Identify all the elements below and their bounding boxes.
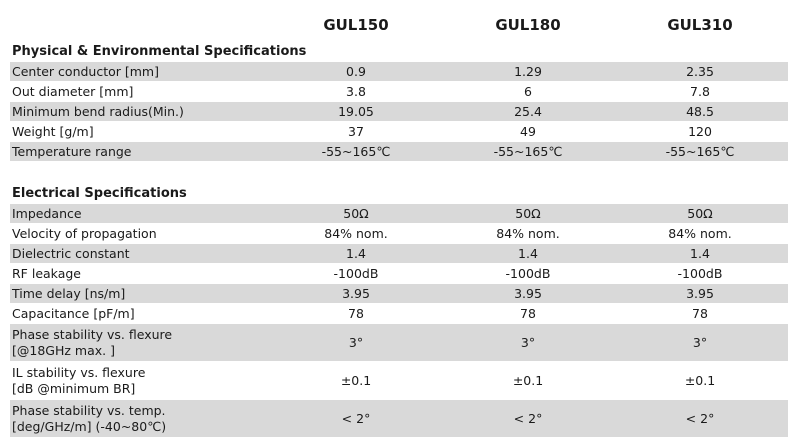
row-label-line: IL stability vs. flexure: [12, 364, 146, 380]
cell: 3.95: [342, 286, 370, 301]
cell: -100dB: [333, 266, 379, 281]
cell: 3°: [348, 335, 364, 350]
column-header: GUL150: [323, 16, 389, 34]
row-label: Dielectric constant: [12, 245, 130, 261]
cell: ±0.1: [340, 373, 372, 388]
cell: 84% nom.: [496, 226, 560, 241]
cell: -55~165℃: [493, 144, 563, 159]
cell: 6: [524, 84, 532, 99]
cell: 84% nom.: [668, 226, 732, 241]
cell: 19.05: [338, 104, 374, 119]
cell: -55~165℃: [665, 144, 735, 159]
row-label: Out diameter [mm]: [12, 83, 134, 99]
cell: 48.5: [686, 104, 714, 119]
cell: 0.9: [346, 64, 366, 79]
cell: < 2°: [685, 411, 715, 426]
cell: 25.4: [514, 104, 542, 119]
cell: ±0.1: [684, 373, 716, 388]
cell: < 2°: [341, 411, 371, 426]
cell: 120: [688, 124, 712, 139]
cell: 84% nom.: [324, 226, 388, 241]
table-row: [10, 244, 788, 264]
cell: 3.95: [514, 286, 542, 301]
cell: -100dB: [677, 266, 723, 281]
row-label: [10, 327, 270, 359]
cell: 7.8: [690, 84, 710, 99]
table-row: [10, 82, 788, 102]
cell: 3°: [692, 335, 708, 350]
table-row: [10, 324, 788, 362]
row-label-line: [@18GHz max. ]: [12, 342, 115, 358]
cell: 78: [348, 306, 364, 321]
cell: 3.95: [686, 286, 714, 301]
table-row: [10, 102, 788, 122]
cell: -100dB: [505, 266, 551, 281]
row-label-line: Phase stability vs. temp.: [12, 402, 166, 418]
section-title: Physical & Environmental Specifications: [12, 44, 307, 59]
row-label: Capacitance [pF/m]: [12, 305, 135, 321]
cell: 1.4: [518, 246, 538, 261]
table-row: [10, 204, 788, 224]
section-title: Electrical Specifications: [12, 186, 187, 201]
row-label-line: [dB @minimum BR]: [12, 380, 136, 396]
table-row: [10, 142, 788, 162]
table-row: [10, 304, 788, 324]
cell: 78: [692, 306, 708, 321]
cell: 37: [348, 124, 364, 139]
row-label-line: Phase stability vs. flexure: [12, 326, 173, 342]
row-label: [10, 403, 270, 435]
row-label: Weight [g/m]: [12, 123, 94, 139]
row-label: Time delay [ns/m]: [12, 285, 126, 301]
row-label: Temperature range: [12, 143, 132, 159]
column-header: GUL310: [667, 16, 733, 34]
table-row: [10, 400, 788, 438]
header-row: [10, 0, 788, 42]
row-label: [10, 365, 270, 397]
spec-table: [10, 0, 788, 438]
table-row: [10, 264, 788, 284]
row-label: Impedance: [12, 205, 82, 221]
cell: 2.35: [686, 64, 714, 79]
cell: -55~165℃: [321, 144, 391, 159]
table-row: [10, 224, 788, 244]
column-header: GUL180: [495, 16, 561, 34]
table-row: [10, 62, 788, 82]
row-label-line: [deg/GHz/m] (-40~80℃): [12, 418, 167, 434]
cell: 49: [520, 124, 536, 139]
cell: 1.4: [346, 246, 366, 261]
cell: 50Ω: [343, 206, 369, 221]
cell: 78: [520, 306, 536, 321]
row-label: Velocity of propagation: [12, 225, 157, 241]
row-label: Minimum bend radius(Min.): [12, 103, 184, 119]
cell: 1.4: [690, 246, 710, 261]
cell: ±0.1: [512, 373, 544, 388]
cell: 1.29: [514, 64, 542, 79]
table-row: [10, 362, 788, 400]
cell: 50Ω: [515, 206, 541, 221]
row-label: RF leakage: [12, 265, 81, 281]
cell: 3.8: [346, 84, 366, 99]
cell: 3°: [520, 335, 536, 350]
cell: 50Ω: [687, 206, 713, 221]
table-row: [10, 284, 788, 304]
cell: < 2°: [513, 411, 543, 426]
section-spacer: [10, 162, 788, 184]
table-row: [10, 122, 788, 142]
row-label: Center conductor [mm]: [12, 63, 159, 79]
